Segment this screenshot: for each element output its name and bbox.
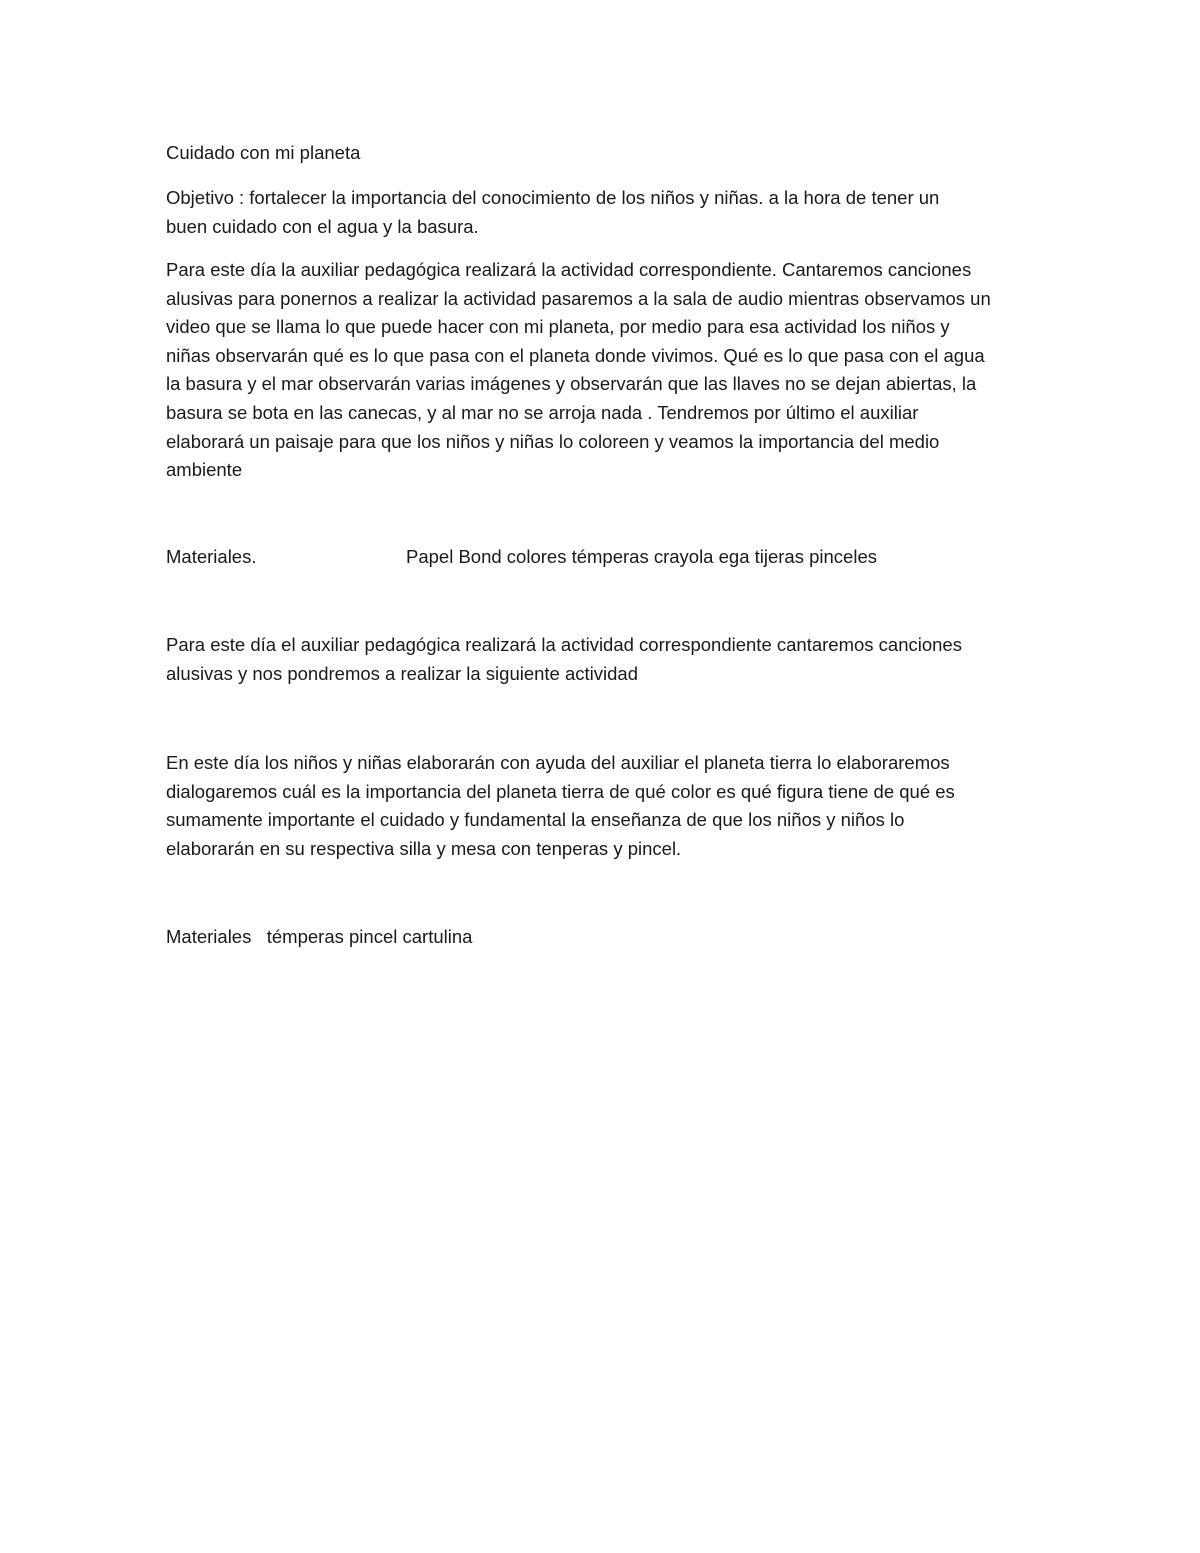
objective-paragraph — [166, 184, 1046, 241]
materials-list-1 — [166, 543, 1066, 572]
paragraph-line: Para este día la auxiliar pedagógica realizará la actividad correspondiente. Cantaremos canciones — [166, 259, 972, 280]
paragraph-line: elaborará un paisaje para que los niños y niñas lo coloreen y veamos la importancia del medio — [166, 430, 940, 452]
paragraph-line: alusivas y nos pondremos a realizar la siguiente actividad — [166, 662, 639, 684]
paragraph-line: dialogaremos cuál es la importancia del planeta tierra de qué color es qué figura tiene de qué es — [166, 780, 955, 802]
paragraph-line: video que se llama lo que puede hacer con mi planeta, por medio para esa actividad los niños y — [166, 316, 950, 338]
objective-line: buen cuidado con el agua y la basura. — [166, 215, 479, 237]
paragraph-line: alusivas para ponernos a realizar la actividad pasaremos a la sala de audio mientras observamos un — [166, 287, 991, 309]
activity-paragraph-3 — [166, 749, 1046, 863]
objective-line: Objetivo : fortalecer la importancia del conocimiento de los niños y niñas. a la hora de tener un — [166, 187, 940, 208]
paragraph-line: niñas observarán qué es lo que pasa con el planeta donde vivimos. Qué es lo que pasa con el agua — [166, 344, 985, 366]
materials-items: Papel Bond colores témperas crayola ega tijeras pinceles — [406, 546, 877, 567]
paragraph-line: ambiente — [166, 459, 243, 481]
document-title: Cuidado con mi planeta — [166, 142, 361, 163]
activity-paragraph-1 — [166, 256, 1046, 485]
paragraph-line: En este día los niños y niñas elaborarán con ayuda del auxiliar el planeta tierra lo elaboraremos — [166, 752, 950, 773]
activity-paragraph-2 — [166, 631, 1046, 688]
materials-list-2: Materiales témperas pincel cartulina — [166, 926, 473, 947]
paragraph-line: Para este día el auxiliar pedagógica realizará la actividad correspondiente cantaremos canciones — [166, 634, 962, 655]
paragraph-line: elaborarán en su respectiva silla y mesa con tenperas y pincel. — [166, 837, 682, 859]
paragraph-line: sumamente importante el cuidado y fundamental la enseñanza de que los niños y niños lo — [166, 809, 905, 831]
paragraph-line: la basura y el mar observarán varias imágenes y observarán que las llaves no se dejan abiertas, la — [166, 373, 977, 395]
paragraph-line: basura se bota en las canecas, y al mar no se arroja nada . Tendremos por último el auxiliar — [166, 401, 919, 423]
materials-label: Materiales. — [166, 546, 257, 567]
